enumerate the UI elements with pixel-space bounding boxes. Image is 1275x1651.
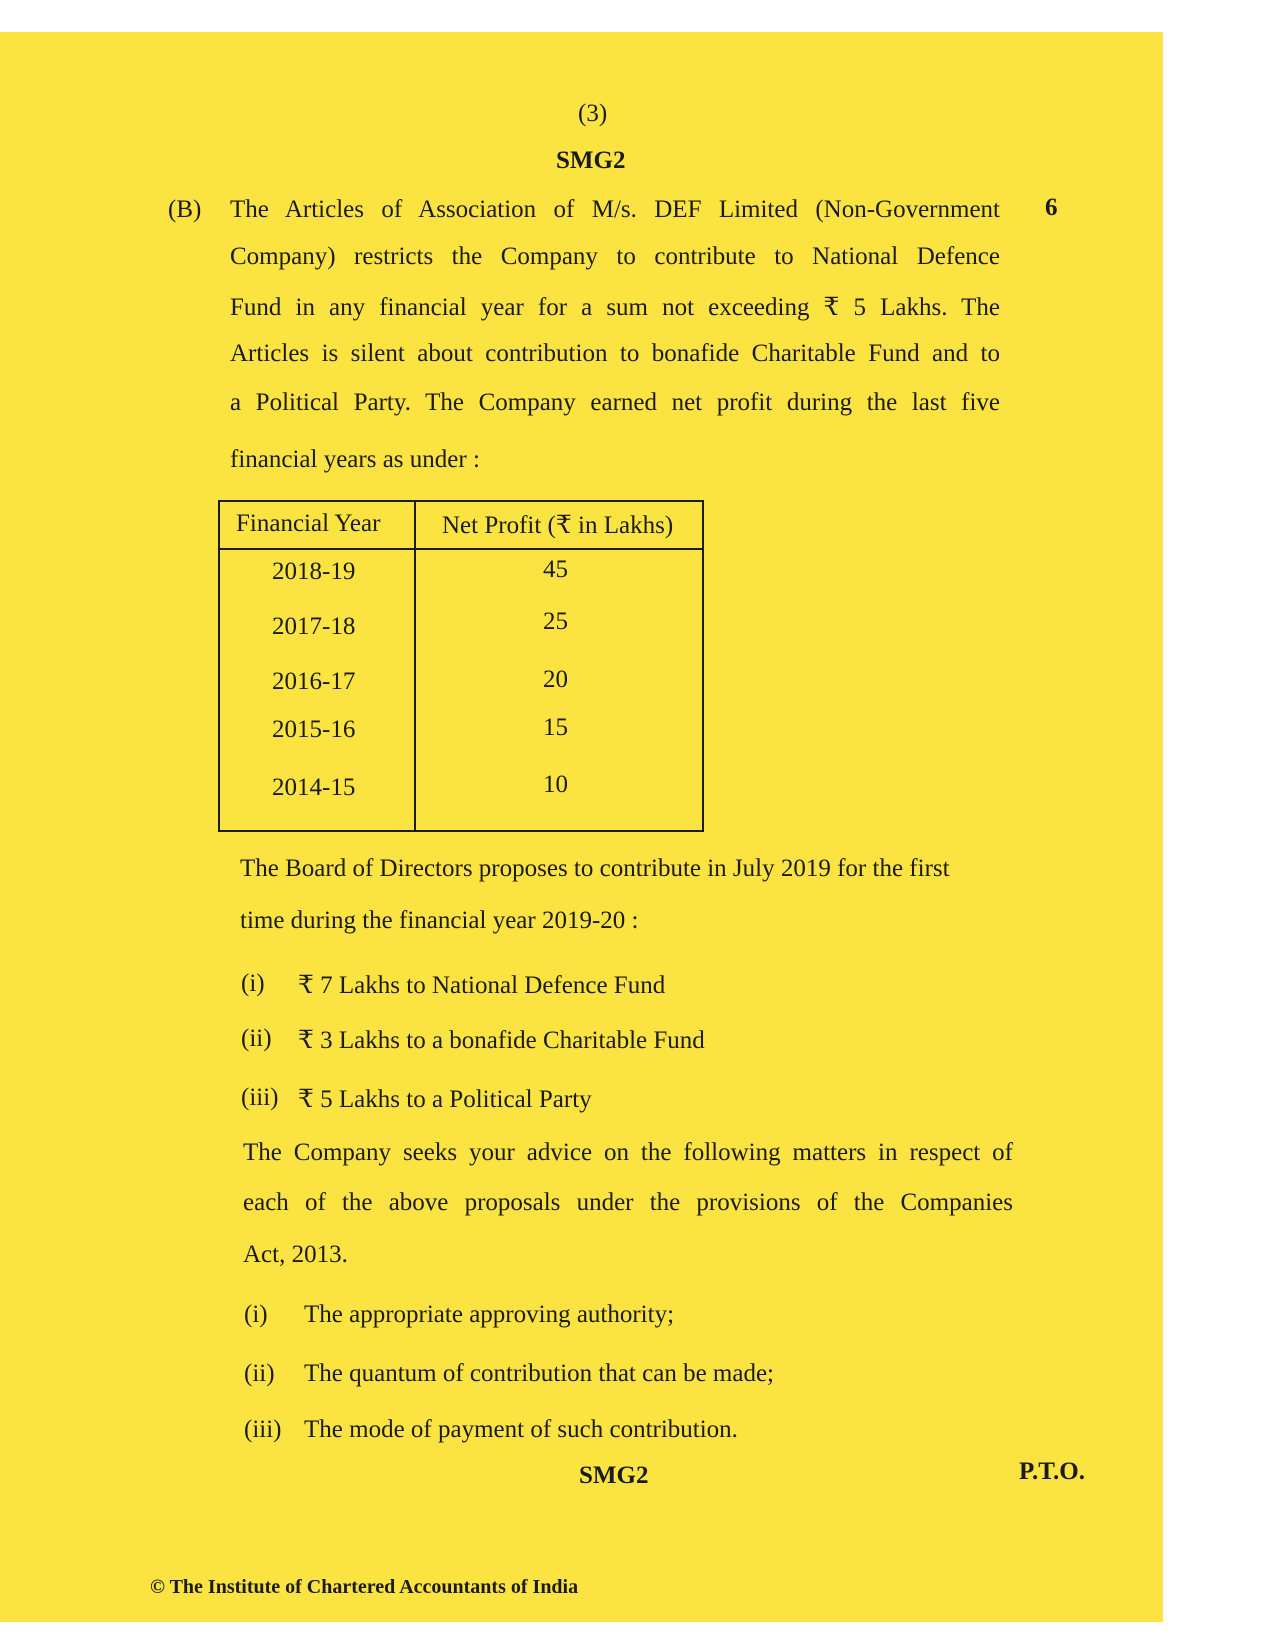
paper-code-footer: SMG2 [579, 1462, 649, 1489]
paragraph-line: Articles is silent about contribution to bonafide Charitable Fund and to [230, 340, 1000, 367]
paper-code-header: SMG2 [556, 147, 626, 174]
copyright-notice: © The Institute of Chartered Accountants of India [150, 1576, 579, 1598]
net-profit-table [218, 500, 704, 832]
table-cell-year: 2015-16 [272, 716, 356, 743]
table-header-year: Financial Year [236, 510, 381, 537]
table-cell-profit: 20 [543, 666, 568, 693]
proposal-number: (i) [241, 970, 265, 997]
proposal-text: ₹ 3 Lakhs to a bonafide Charitable Fund [298, 1027, 705, 1054]
paragraph-line: a Political Party. The Company earned net profit during the last five [230, 389, 1000, 416]
paragraph-line: each of the above proposals under the provisions of the Companies [243, 1189, 1013, 1216]
table-cell-year: 2018-19 [272, 558, 356, 585]
paragraph-line: time during the financial year 2019-20 : [240, 907, 639, 934]
paragraph-line: The Company seeks your advice on the following matters in respect of [243, 1139, 1013, 1166]
proposal-text: ₹ 5 Lakhs to a Political Party [298, 1086, 592, 1113]
table-cell-profit: 10 [543, 771, 568, 798]
paragraph-line: The Articles of Association of M/s. DEF Limited (Non-Government [230, 196, 1000, 223]
paragraph-line: Fund in any financial year for a sum not exceeding ₹ 5 Lakhs. The [230, 294, 1000, 321]
matter-text: The appropriate approving authority; [304, 1301, 675, 1328]
question-label: (B) [168, 196, 202, 223]
pto-label: P.T.O. [1019, 1458, 1085, 1485]
paragraph-line: Act, 2013. [243, 1241, 348, 1268]
table-cell-year: 2016-17 [272, 668, 356, 695]
paragraph-line: Company) restricts the Company to contribute to National Defence [230, 243, 1000, 270]
matter-number: (i) [244, 1301, 268, 1328]
matter-number: (ii) [244, 1360, 275, 1387]
question-marks: 6 [1045, 194, 1058, 221]
table-cell-profit: 45 [543, 556, 568, 583]
paragraph-line: financial years as under : [230, 446, 480, 473]
page-number: (3) [578, 100, 608, 127]
table-cell-profit: 25 [543, 608, 568, 635]
matter-text: The quantum of contribution that can be made; [304, 1360, 774, 1387]
proposal-number: (ii) [241, 1025, 272, 1052]
table-cell-year: 2014-15 [272, 774, 356, 801]
table-header-profit: Net Profit (₹ in Lakhs) [442, 512, 674, 539]
table-cell-profit: 15 [543, 714, 568, 741]
matter-number: (iii) [244, 1416, 282, 1443]
matter-text: The mode of payment of such contribution. [304, 1416, 738, 1443]
table-header-rule [220, 548, 702, 550]
proposal-text: ₹ 7 Lakhs to National Defence Fund [298, 972, 666, 999]
paragraph-line: The Board of Directors proposes to contribute in July 2019 for the first [240, 855, 950, 882]
table-cell-year: 2017-18 [272, 613, 356, 640]
proposal-number: (iii) [241, 1084, 279, 1111]
table-divider [414, 502, 416, 830]
